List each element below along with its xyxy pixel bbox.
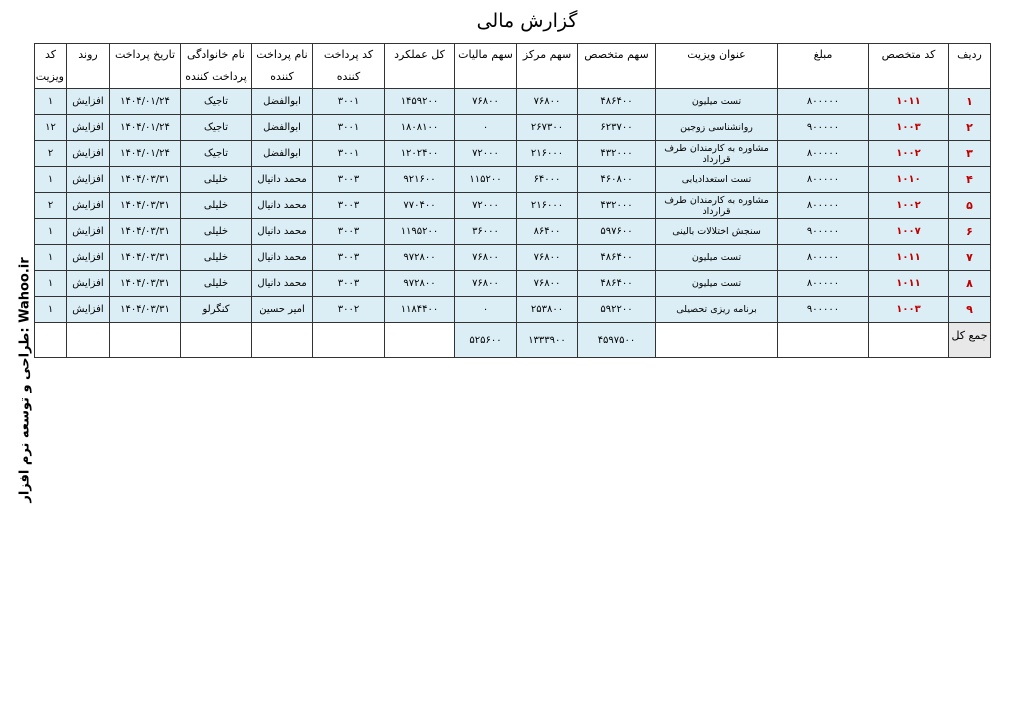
specialist-code-cell: ۱۰۱۱ [869, 245, 949, 271]
specialist-share-cell: ۶۲۳۷۰۰ [578, 115, 656, 141]
center-share-cell: ۲۶۷۳۰۰ [517, 115, 578, 141]
payment-date-cell: ۱۴۰۴/۰۳/۳۱ [110, 297, 181, 323]
col-header-payer-name: نام پرداخت کننده [252, 44, 313, 89]
payment-date-cell: ۱۴۰۴/۰۱/۲۴ [110, 141, 181, 167]
payment-date-cell: ۱۴۰۴/۰۳/۳۱ [110, 193, 181, 219]
payer-name-cell: محمد دانیال [252, 167, 313, 193]
specialist-share-cell: ۴۸۶۴۰۰ [578, 271, 656, 297]
visit-code-cell: ۲ [35, 141, 67, 167]
payer-name-cell: محمد دانیال [252, 219, 313, 245]
center-share-cell: ۷۶۸۰۰ [517, 271, 578, 297]
trend-cell: افزایش [67, 167, 110, 193]
amount-cell: ۹۰۰۰۰۰ [778, 219, 869, 245]
specialist-code-cell: ۱۰۱۱ [869, 89, 949, 115]
col-header-trend: روند [67, 44, 110, 89]
payer-name-cell: محمد دانیال [252, 271, 313, 297]
visit-title-cell: مشاوره به کارمندان طرف قرارداد [656, 141, 778, 167]
developer-credit: طراحی و توسعه نرم افزار: Wahoo.ir [17, 257, 33, 503]
payer-code-cell: ۳۰۰۳ [313, 167, 385, 193]
col-header-total-performance: کل عملکرد [385, 44, 455, 89]
center-share-cell: ۶۴۰۰۰ [517, 167, 578, 193]
visit-code-cell: ۱ [35, 271, 67, 297]
visit-title-cell: تست میلیون [656, 89, 778, 115]
specialist-code-cell: ۱۰۰۲ [869, 141, 949, 167]
totals-spacer [869, 323, 949, 358]
amount-cell: ۹۰۰۰۰۰ [778, 115, 869, 141]
payer-code-cell: ۳۰۰۱ [313, 89, 385, 115]
payment-date-cell: ۱۴۰۴/۰۳/۳۱ [110, 219, 181, 245]
total-performance-cell: ۱۴۵۹۲۰۰ [385, 89, 455, 115]
payer-name-cell: امیر حسین [252, 297, 313, 323]
row-number-cell: ۳ [949, 141, 991, 167]
table-row [35, 219, 991, 245]
center-share-cell: ۸۶۴۰۰ [517, 219, 578, 245]
specialist-share-cell: ۵۹۷۶۰۰ [578, 219, 656, 245]
visit-code-cell: ۱ [35, 297, 67, 323]
trend-cell: افزایش [67, 245, 110, 271]
tax-share-cell: ۱۱۵۲۰۰ [455, 167, 517, 193]
specialist-code-cell: ۱۰۰۲ [869, 193, 949, 219]
total-performance-cell: ۱۱۹۵۲۰۰ [385, 219, 455, 245]
trend-cell: افزایش [67, 219, 110, 245]
tax-share-cell: ۷۲۰۰۰ [455, 141, 517, 167]
payer-code-cell: ۳۰۰۱ [313, 141, 385, 167]
tax-share-cell: ۷۶۸۰۰ [455, 271, 517, 297]
payer-code-cell: ۳۰۰۱ [313, 115, 385, 141]
tax-share-cell: ۰ [455, 297, 517, 323]
payer-family-cell: تاجیک [181, 89, 252, 115]
center-share-cell: ۲۱۶۰۰۰ [517, 141, 578, 167]
specialist-share-cell: ۴۸۶۴۰۰ [578, 245, 656, 271]
totals-spacer [252, 323, 313, 358]
visit-title-cell: مشاوره به کارمندان طرف قرارداد [656, 193, 778, 219]
row-number-cell: ۴ [949, 167, 991, 193]
row-number-cell: ۹ [949, 297, 991, 323]
tax-share-cell: ۷۶۸۰۰ [455, 245, 517, 271]
payer-name-cell: ابوالفضل [252, 115, 313, 141]
row-number-cell: ۵ [949, 193, 991, 219]
visit-title-cell: تست استعدادیابی [656, 167, 778, 193]
table-row [35, 271, 991, 297]
payer-family-cell: خلیلی [181, 219, 252, 245]
table-row [35, 141, 991, 167]
center-share-cell: ۷۶۸۰۰ [517, 89, 578, 115]
totals-spacer [110, 323, 181, 358]
specialist-code-cell: ۱۰۱۰ [869, 167, 949, 193]
table-row [35, 115, 991, 141]
total-performance-cell: ۹۷۲۸۰۰ [385, 271, 455, 297]
page-title: گزارش مالی [476, 10, 578, 32]
totals-spacer [313, 323, 385, 358]
total-specialist-share: ۴۵۹۷۵۰۰ [578, 323, 656, 358]
payer-family-cell: خلیلی [181, 193, 252, 219]
center-share-cell: ۷۶۸۰۰ [517, 245, 578, 271]
center-share-cell: ۲۱۶۰۰۰ [517, 193, 578, 219]
visit-title-cell: روانشناسی زوجین [656, 115, 778, 141]
totals-spacer [181, 323, 252, 358]
header-row [35, 44, 991, 89]
visit-title-cell: تست میلیون [656, 245, 778, 271]
payment-date-cell: ۱۴۰۴/۰۳/۳۱ [110, 271, 181, 297]
specialist-code-cell: ۱۰۰۳ [869, 297, 949, 323]
specialist-code-cell: ۱۰۰۳ [869, 115, 949, 141]
visit-code-cell: ۲ [35, 193, 67, 219]
table-row [35, 167, 991, 193]
total-performance-cell: ۱۱۸۴۴۰۰ [385, 297, 455, 323]
specialist-share-cell: ۴۳۲۰۰۰ [578, 193, 656, 219]
row-number-cell: ۷ [949, 245, 991, 271]
trend-cell: افزایش [67, 271, 110, 297]
financial-report-table [34, 43, 991, 358]
specialist-share-cell: ۵۹۲۲۰۰ [578, 297, 656, 323]
col-header-row-number: ردیف [949, 44, 991, 89]
specialist-share-cell: ۴۸۶۴۰۰ [578, 89, 656, 115]
col-header-payment-date: تاریخ پرداخت [110, 44, 181, 89]
amount-cell: ۸۰۰۰۰۰ [778, 167, 869, 193]
col-header-payer-code: کد پرداخت کننده [313, 44, 385, 89]
tax-share-cell: ۷۲۰۰۰ [455, 193, 517, 219]
payer-code-cell: ۳۰۰۲ [313, 297, 385, 323]
trend-cell: افزایش [67, 115, 110, 141]
amount-cell: ۸۰۰۰۰۰ [778, 141, 869, 167]
trend-cell: افزایش [67, 141, 110, 167]
payment-date-cell: ۱۴۰۴/۰۳/۳۱ [110, 245, 181, 271]
table-row [35, 245, 991, 271]
visit-code-cell: ۱ [35, 245, 67, 271]
totals-spacer [778, 323, 869, 358]
totals-spacer [385, 323, 455, 358]
trend-cell: افزایش [67, 193, 110, 219]
payment-date-cell: ۱۴۰۴/۰۳/۳۱ [110, 167, 181, 193]
totals-spacer [656, 323, 778, 358]
amount-cell: ۸۰۰۰۰۰ [778, 245, 869, 271]
specialist-share-cell: ۴۳۲۰۰۰ [578, 141, 656, 167]
amount-cell: ۸۰۰۰۰۰ [778, 89, 869, 115]
specialist-share-cell: ۴۶۰۸۰۰ [578, 167, 656, 193]
table-row [35, 193, 991, 219]
col-header-payer-family: نام خانوادگی پرداخت کننده [181, 44, 252, 89]
table-row [35, 297, 991, 323]
col-header-visit-title: عنوان ویزیت [656, 44, 778, 89]
visit-code-cell: ۱۲ [35, 115, 67, 141]
visit-code-cell: ۱ [35, 167, 67, 193]
visit-code-cell: ۱ [35, 89, 67, 115]
payer-family-cell: خلیلی [181, 245, 252, 271]
specialist-code-cell: ۱۰۰۷ [869, 219, 949, 245]
payer-family-cell: کنگرلو [181, 297, 252, 323]
totals-spacer [67, 323, 110, 358]
visit-title-cell: تست میلیون [656, 271, 778, 297]
payer-name-cell: ابوالفضل [252, 89, 313, 115]
col-header-amount: مبلغ [778, 44, 869, 89]
tax-share-cell: ۷۶۸۰۰ [455, 89, 517, 115]
total-performance-cell: ۹۲۱۶۰۰ [385, 167, 455, 193]
col-header-visit-code: کد ویزیت [35, 44, 67, 89]
payer-name-cell: محمد دانیال [252, 193, 313, 219]
visit-title-cell: سنجش اختلالات بالینی [656, 219, 778, 245]
col-header-center-share: سهم مرکز [517, 44, 578, 89]
col-header-tax-share: سهم مالیات [455, 44, 517, 89]
row-number-cell: ۲ [949, 115, 991, 141]
row-number-cell: ۶ [949, 219, 991, 245]
amount-cell: ۹۰۰۰۰۰ [778, 297, 869, 323]
amount-cell: ۸۰۰۰۰۰ [778, 193, 869, 219]
tax-share-cell: ۳۶۰۰۰ [455, 219, 517, 245]
grand-total-label: جمع کل [949, 323, 991, 358]
row-number-cell: ۸ [949, 271, 991, 297]
col-header-specialist-share: سهم متخصص [578, 44, 656, 89]
payer-family-cell: خلیلی [181, 167, 252, 193]
total-tax-share: ۵۲۵۶۰۰ [455, 323, 517, 358]
total-performance-cell: ۹۷۲۸۰۰ [385, 245, 455, 271]
payment-date-cell: ۱۴۰۴/۰۱/۲۴ [110, 89, 181, 115]
tax-share-cell: ۰ [455, 115, 517, 141]
payer-code-cell: ۳۰۰۳ [313, 193, 385, 219]
payer-family-cell: خلیلی [181, 271, 252, 297]
payer-name-cell: ابوالفضل [252, 141, 313, 167]
totals-row [35, 323, 991, 358]
trend-cell: افزایش [67, 297, 110, 323]
total-performance-cell: ۷۷۰۴۰۰ [385, 193, 455, 219]
visit-code-cell: ۱ [35, 219, 67, 245]
payer-code-cell: ۳۰۰۳ [313, 219, 385, 245]
specialist-code-cell: ۱۰۱۱ [869, 271, 949, 297]
visit-title-cell: برنامه ریزی تحصیلی [656, 297, 778, 323]
payment-date-cell: ۱۴۰۴/۰۱/۲۴ [110, 115, 181, 141]
payer-code-cell: ۳۰۰۳ [313, 271, 385, 297]
amount-cell: ۸۰۰۰۰۰ [778, 271, 869, 297]
row-number-cell: ۱ [949, 89, 991, 115]
trend-cell: افزایش [67, 89, 110, 115]
total-performance-cell: ۱۲۰۲۴۰۰ [385, 141, 455, 167]
payer-code-cell: ۳۰۰۳ [313, 245, 385, 271]
total-performance-cell: ۱۸۰۸۱۰۰ [385, 115, 455, 141]
payer-family-cell: تاجیک [181, 115, 252, 141]
col-header-specialist-code: کد متخصص [869, 44, 949, 89]
payer-family-cell: تاجیک [181, 141, 252, 167]
totals-spacer [35, 323, 67, 358]
table-row [35, 89, 991, 115]
center-share-cell: ۲۵۳۸۰۰ [517, 297, 578, 323]
total-center-share: ۱۳۳۳۹۰۰ [517, 323, 578, 358]
payer-name-cell: محمد دانیال [252, 245, 313, 271]
